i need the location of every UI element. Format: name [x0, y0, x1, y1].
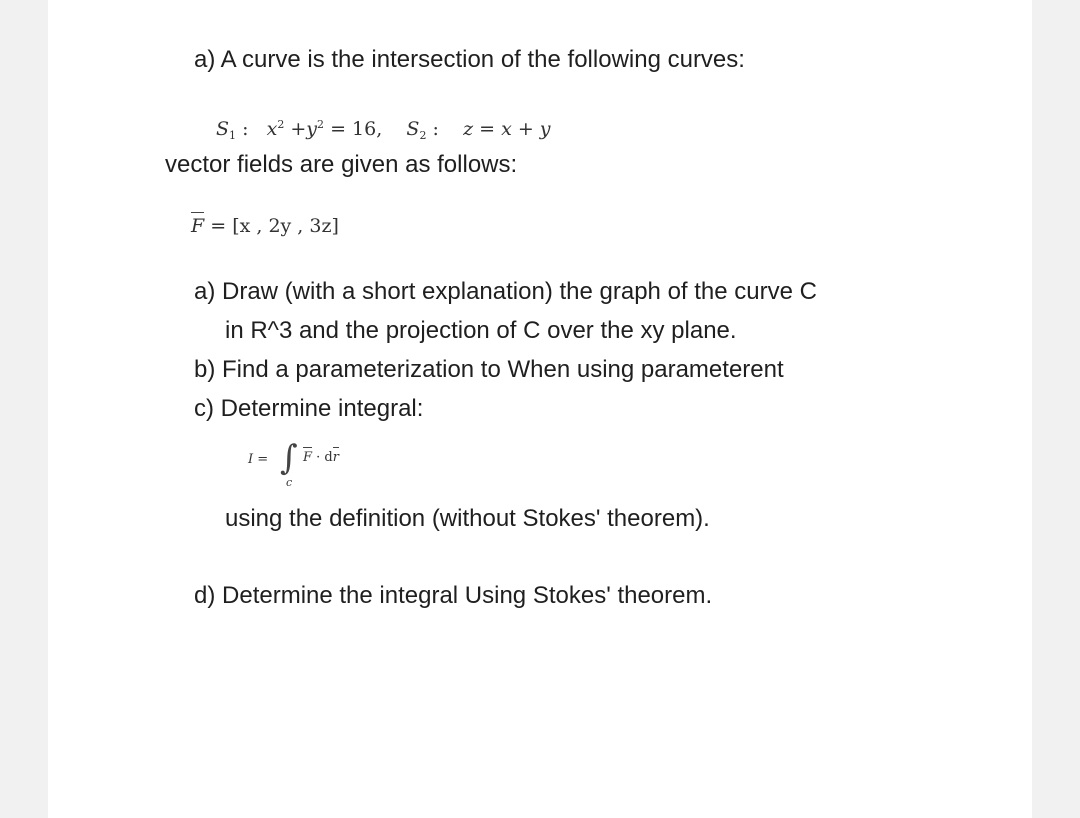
integrand-r: [333, 450, 339, 465]
s1-eq-x: x: [266, 118, 278, 140]
s2-label: S: [406, 118, 420, 140]
question-d: d) Determine the integral Using Stokes' theorem.: [194, 582, 713, 609]
question-b: b) Find a parameterization to When using parameterent: [194, 356, 784, 383]
line-integral: [248, 438, 368, 498]
question-a-line1: a) Draw (with a short explanation) the graph of the curve C: [194, 278, 817, 305]
s1-eq-rhs: = 16,: [324, 118, 383, 140]
s1-subscript: 1: [229, 129, 237, 142]
question-c: c) Determine integral:: [194, 395, 424, 422]
s2-equation: z = x + y: [463, 118, 551, 140]
integral-sign-icon: ∫: [280, 438, 298, 478]
s1-exp-x: 2: [277, 118, 285, 131]
s2-colon: :: [432, 118, 439, 140]
vector-F-symbol: [191, 215, 204, 237]
vector-arrow-icon: [333, 447, 339, 450]
question-c-note: using the definition (without Stokes' theorem).: [225, 505, 710, 532]
s1-exp-y: 2: [317, 118, 325, 131]
s1-label: S: [216, 118, 230, 140]
field-name: F: [191, 215, 205, 237]
field-components: = [x , 2y , 3z]: [210, 215, 339, 237]
vector-arrow-icon: [303, 447, 312, 450]
integral-lhs: I =: [248, 452, 269, 467]
integrand-f-text: F: [303, 450, 313, 465]
surface-equations: [216, 118, 551, 140]
integrand-dot: · d: [312, 450, 333, 465]
problem-heading: a) A curve is the intersection of the following curves:: [194, 46, 745, 73]
vector-intro: vector fields are given as follows:: [165, 151, 518, 178]
s1-colon: :: [242, 118, 249, 140]
vector-arrow-icon: [191, 212, 204, 215]
integrand: [303, 450, 339, 465]
question-a-line2: in R^3 and the projection of C over the xy plane.: [225, 317, 737, 344]
integrand-F: [303, 450, 312, 465]
vector-field-F: [191, 215, 339, 237]
integral-lower-limit: c: [286, 476, 293, 489]
integrand-r-text: r: [332, 450, 339, 465]
s2-subscript: 2: [419, 129, 427, 142]
document-page: [48, 0, 1032, 818]
s1-eq-y: +y: [284, 118, 318, 140]
